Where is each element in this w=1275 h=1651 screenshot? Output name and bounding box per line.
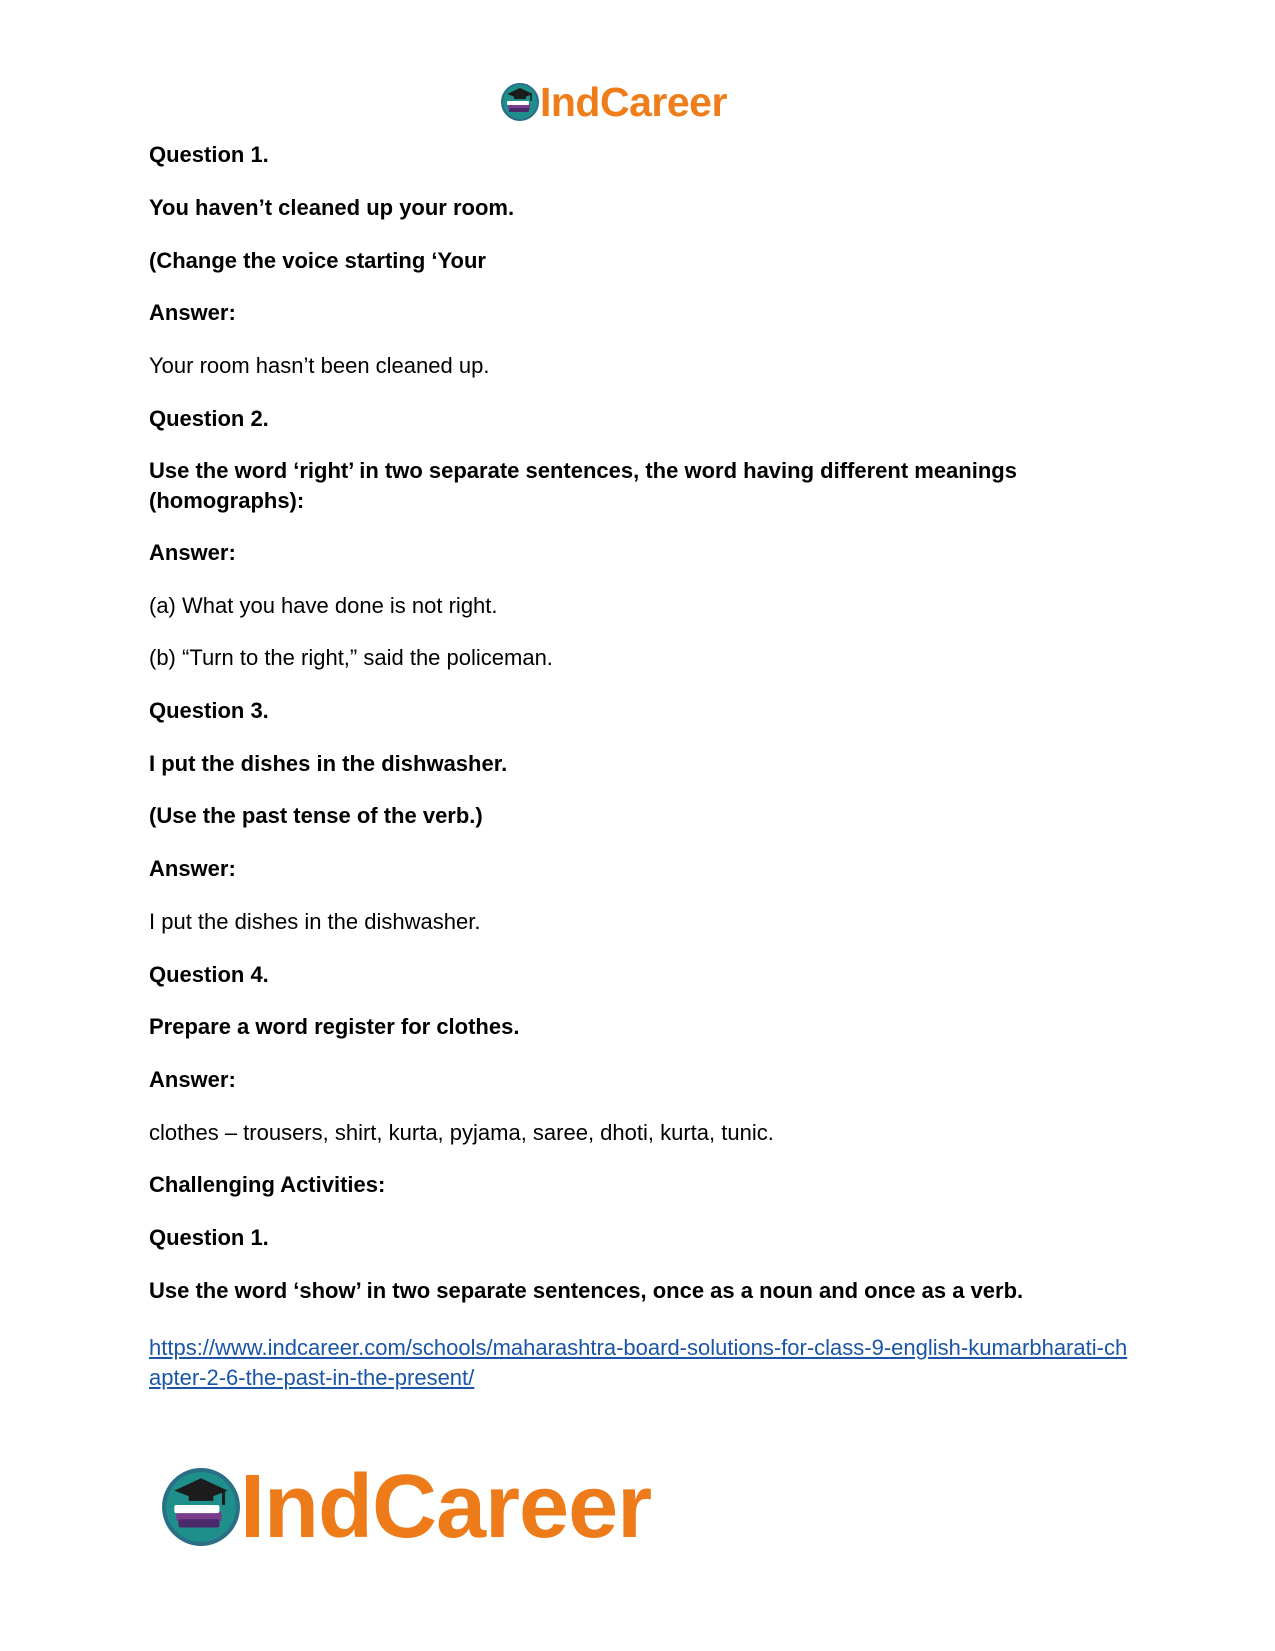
question-text: You haven’t cleaned up your room.: [149, 195, 515, 220]
answer-text: (b) “Turn to the right,” said the policeman.: [149, 645, 553, 670]
question-label: Question 3.: [149, 698, 269, 723]
question-label: Question 1.: [149, 1225, 269, 1250]
question-instruction: (Use the past tense of the verb.): [149, 803, 483, 828]
question-label: Question 2.: [149, 406, 269, 431]
question-text: I put the dishes in the dishwasher.: [149, 751, 508, 776]
answer-text: clothes – trousers, shirt, kurta, pyjama, saree, dhoti, kurta, tunic.: [149, 1120, 774, 1145]
answer-text: (a) What you have done is not right.: [149, 593, 498, 618]
question-label: Question 4.: [149, 962, 269, 987]
book-graduation-cap-icon: [500, 82, 540, 122]
answer-label: Answer:: [149, 300, 236, 325]
book-graduation-cap-icon: [160, 1466, 242, 1548]
answer-label: Answer:: [149, 540, 236, 565]
footer-logo: [160, 1457, 652, 1557]
answer-text: I put the dishes in the dishwasher.: [149, 909, 481, 934]
source-link[interactable]: https://www.indcareer.com/schools/maharashtra-board-solutions-for-class-9-english-kumarbharati-chapter-2-6-the-past-in-the-present/: [149, 1335, 1128, 1390]
question-label: Question 1.: [149, 142, 269, 167]
answer-label: Answer:: [149, 1067, 236, 1092]
question-text: Use the word ‘right’ in two separate sentences, the word having different meanings (homographs):: [149, 458, 1017, 513]
brand-wordmark: IndCareer: [540, 78, 727, 125]
answer-text: Your room hasn’t been cleaned up.: [149, 353, 490, 378]
answer-label: Answer:: [149, 856, 236, 881]
question-instruction: (Change the voice starting ‘Your: [149, 248, 486, 273]
question-text: Use the word ‘show’ in two separate sentences, once as a noun and once as a verb.: [149, 1278, 1024, 1303]
question-text: Prepare a word register for clothes.: [149, 1014, 520, 1039]
brand-wordmark: IndCareer: [240, 1457, 652, 1557]
section-heading: Challenging Activities:: [149, 1172, 386, 1197]
header-logo: [500, 78, 727, 126]
